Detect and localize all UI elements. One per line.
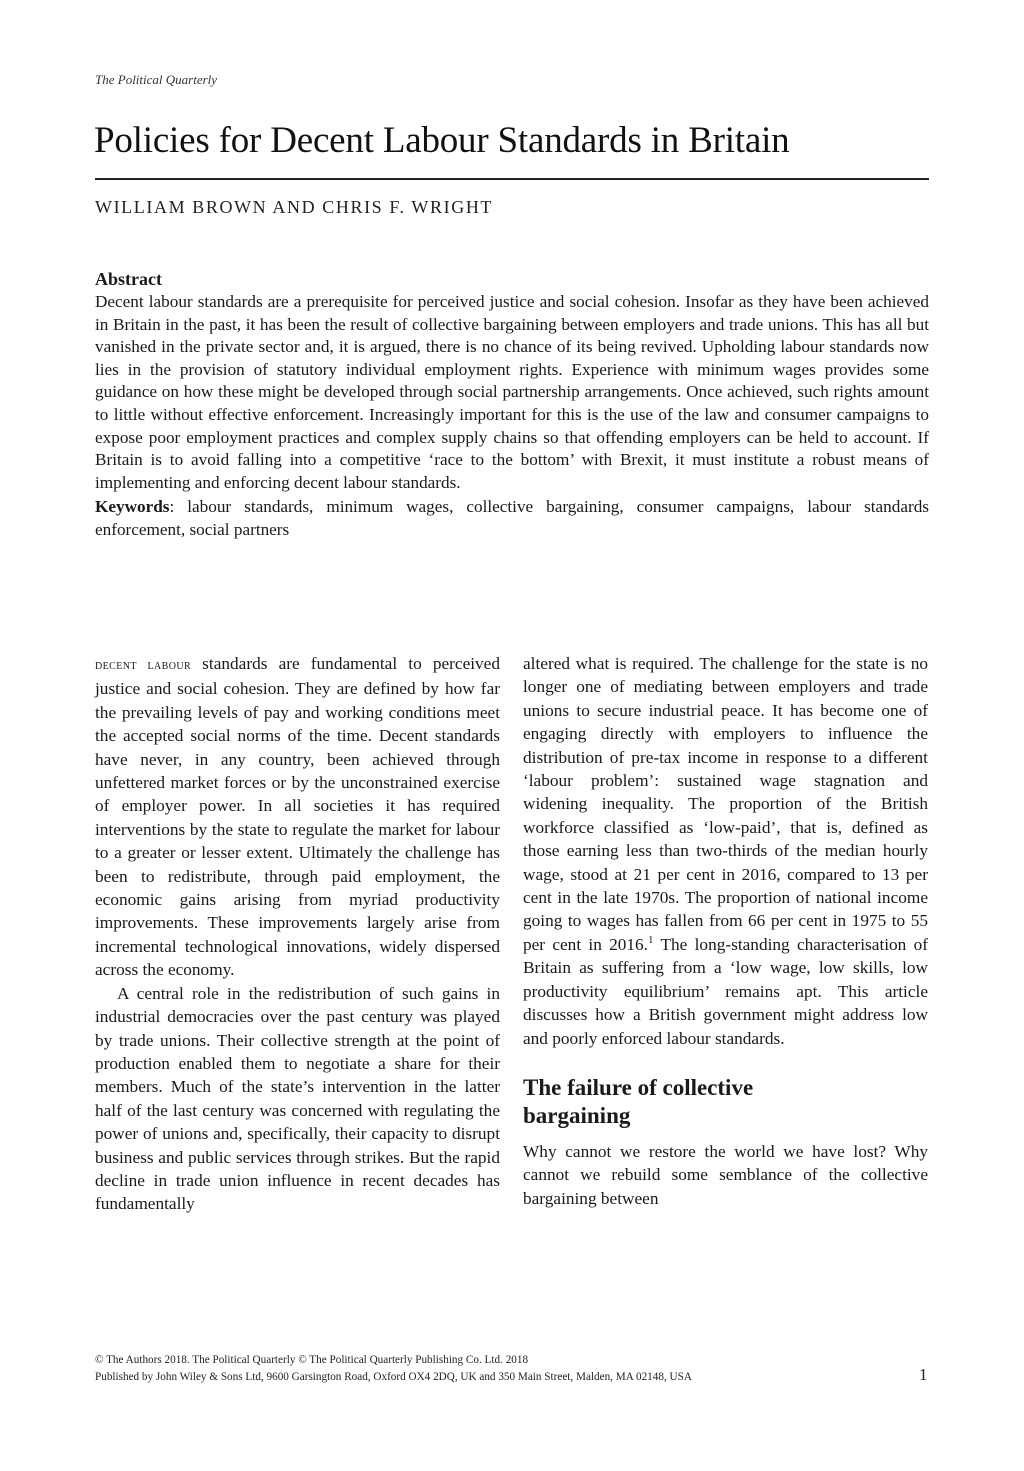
body-column-right bbox=[523, 652, 928, 1210]
keywords-label: Keywords bbox=[95, 497, 170, 517]
body-column-left bbox=[95, 652, 500, 1216]
keywords-line bbox=[95, 496, 929, 541]
body-paragraph-3a: altered what is required. The challenge for the state is no longer one of mediating between employers and trade unions to secure industrial peace. It has become one of engaging directly with employers to influence the distribution of pre-tax income in response to a different ‘labour problem’: sustained wage stagnation and widening inequality. The proportion of the British workforce classified as ‘low-paid’, that is, defined as those earning less than two-thirds of the median hourly wage, stood at 21 per cent in 2016, compared to 13 per cent in the late 1970s. The proportion of national income going to wages has fallen from 66 per cent in 1975 to 55 per cent in 2016. bbox=[523, 654, 928, 954]
lead-smallcaps: decent labour bbox=[95, 658, 192, 673]
abstract-text: Decent labour standards are a prerequisite for perceived justice and social cohesion. Insofar as they have been achieved in Britain in the past, it has been the result of collective bargaining between employers and trade unions. This has all but vanished in the private sector and, it is argued, there is no chance of its being revived. Upholding labour standards now lies in the provision of statutory individual employment rights. Experience with minimum wages provides some guidance on how these might be developed through social partnership arrangements. Once achieved, such rights amount to little without effective enforcement. Increasingly important for this is the use of the law and consumer campaigns to expose poor employment practices and complex supply chains so that offending employers can be held to account. If Britain is to avoid falling into a competitive ‘race to the bottom’ with Brexit, it must institute a robust means of implementing and enforcing decent labour standards. bbox=[95, 292, 929, 492]
copyright-line: © The Authors 2018. The Political Quarterly © The Political Quarterly Publishing Co. Ltd. 2018 bbox=[95, 1354, 529, 1366]
abstract-heading: Abstract bbox=[95, 269, 162, 289]
keywords-list: : labour standards, minimum wages, collective bargaining, consumer campaigns, labour standards enforcement, social partners bbox=[95, 497, 929, 539]
journal-name: The Political Quarterly bbox=[95, 72, 218, 87]
article-title: Policies for Decent Labour Standards in Britain bbox=[94, 120, 790, 161]
article-authors: WILLIAM BROWN AND CHRIS F. WRIGHT bbox=[95, 197, 494, 217]
title-rule bbox=[95, 178, 929, 180]
page-number: 1 bbox=[919, 1365, 928, 1384]
body-paragraph-3 bbox=[523, 652, 928, 1050]
body-paragraph-1-text: standards are fundamental to perceived justice and social cohesion. They are defined by how far the prevailing levels of pay and working conditions meet the accepted social norms of the time. Decent standards have never, in any country, been achieved through unfettered market forces or by the unconstrained exercise of employer power. In all societies it has required interventions by the state to regulate the market for labour to a greater or lesser extent. Ultimately the challenge has been to redistribute, through paid employment, the economic gains arising from myriad productivity improvements. These improvements largely arise from incremental technological innovations, widely dispersed across the economy. bbox=[95, 654, 500, 980]
body-paragraph-4: Why cannot we restore the world we have lost? Why cannot we rebuild some semblance of the collective bargaining between bbox=[523, 1141, 928, 1208]
body-paragraph-1 bbox=[95, 652, 500, 982]
abstract-section bbox=[95, 268, 929, 542]
footnote-ref-1[interactable]: 1 bbox=[648, 934, 654, 947]
body-paragraph-3b: The long-standing characterisation of Britain as suffering from a ‘low wage, low skills, low productivity equilibrium’ remains apt. This article discusses how a British government might address low and poorly enforced labour standards. bbox=[523, 934, 928, 1048]
section-heading: The failure of collective bargaining bbox=[523, 1074, 754, 1128]
page-footer bbox=[95, 1352, 929, 1386]
publisher-line: Published by John Wiley & Sons Ltd, 9600 Garsington Road, Oxford OX4 2DQ, UK and 350 Main Street, Malden, MA 02148, USA bbox=[95, 1371, 692, 1383]
body-paragraph-2: A central role in the redistribution of such gains in industrial democracies over the past century was played by trade unions. Their collective strength at the point of production enabled them to negotiate a share for their members. Much of the state’s intervention in the latter half of the last century was concerned with regulating the power of unions and, specifically, their capacity to disrupt business and public services through strikes. But the rapid decline in trade union influence in recent decades has fundamentally bbox=[95, 983, 500, 1214]
